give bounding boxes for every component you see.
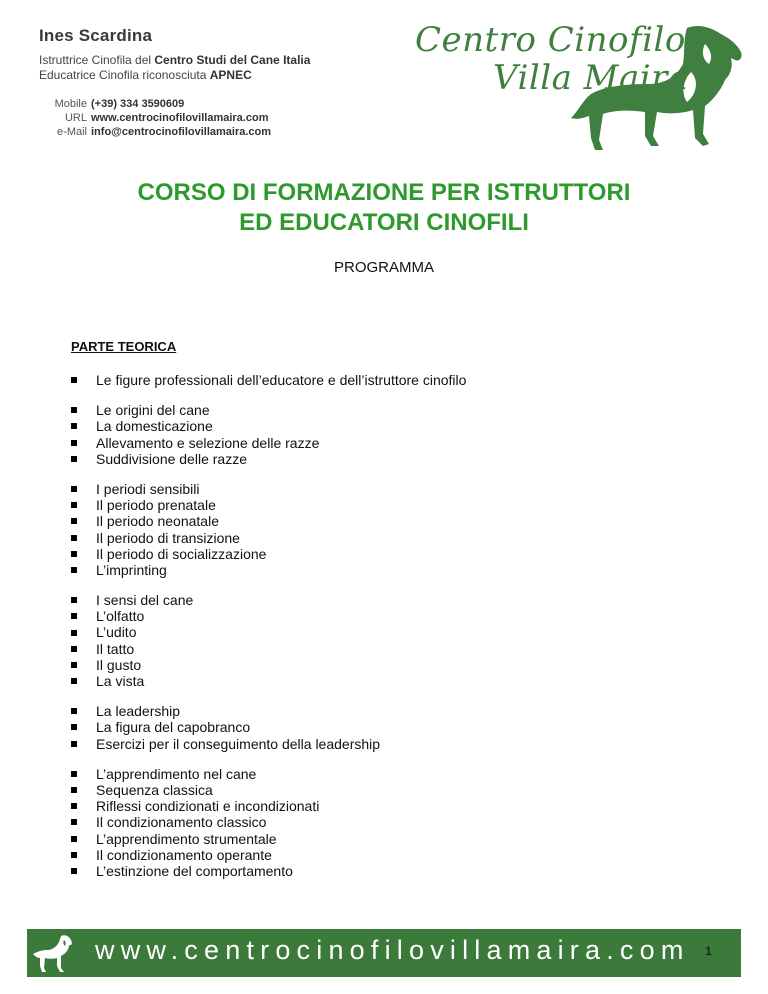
list-item [71,513,671,529]
contact-label: URL [64,112,87,124]
list-item-text: L’estinzione del comportamento [96,862,293,879]
list-item [71,766,671,782]
list-item [71,435,671,451]
contact-mobile [45,97,310,111]
list-item [71,673,671,689]
list-item-text: Sequenza classica [96,781,213,798]
square-bullet-icon [71,377,77,383]
list-item [71,624,671,640]
topic-groups [71,372,671,893]
square-bullet-icon [71,613,77,619]
square-bullet-icon [71,708,77,714]
square-bullet-icon [71,724,77,730]
list-item [71,497,671,513]
list-item-text: L’apprendimento nel cane [96,765,257,782]
document-subtitle: PROGRAMMA [333,259,434,276]
square-bullet-icon [71,787,77,793]
list-item-text: Il periodo prenatale [96,497,216,514]
author-name: Ines Scardina [39,26,153,45]
role-line-2 [39,68,310,83]
role-line-1-org: Centro Studi del Cane Italia [154,53,311,67]
footer-banner [27,929,741,977]
square-bullet-icon [71,803,77,809]
square-bullet-icon [71,502,77,508]
topic-group [71,481,671,578]
list-item-text: Esercizi per il conseguimento della leadership [96,735,381,752]
title-line-1: CORSO DI FORMAZIONE PER ISTRUTTORI [137,179,631,206]
logo [405,14,755,164]
role-line-1 [39,53,310,68]
footer-url[interactable]: www.centrocinofilovillamaira.com [95,935,690,965]
list-item [71,814,671,830]
role-line-2-org: APNEC [209,68,252,82]
list-item-text: Riflessi condizionati e incondizionati [96,798,320,815]
list-item-text: La vista [96,673,145,689]
square-bullet-icon [71,535,77,541]
title-line-2: ED EDUCATORI CINOFILI [239,209,529,236]
square-bullet-icon [71,567,77,573]
list-item [71,736,671,752]
square-bullet-icon [71,662,77,668]
header-author-block [39,26,310,139]
list-item [71,703,671,719]
square-bullet-icon [71,551,77,557]
list-item [71,562,671,578]
list-item-text: Il condizionamento classico [96,814,267,831]
list-item [71,592,671,608]
logo-text-line2: Villa Maira [493,58,689,98]
contact-list [45,97,310,139]
list-item [71,481,671,497]
document-title [0,178,768,238]
square-bullet-icon [71,678,77,684]
role-line-1-prefix: Istruttrice Cinofila del [39,53,155,67]
list-item [71,782,671,798]
topic-group [71,703,671,752]
square-bullet-icon [71,407,77,413]
list-item [71,641,671,657]
list-item [71,402,671,418]
list-item [71,546,671,562]
topic-group [71,402,671,467]
logo-text-line1: Centro Cinofilo [415,20,686,60]
list-item [71,719,671,735]
square-bullet-icon [71,518,77,524]
contact-label: Mobile [54,98,87,110]
square-bullet-icon [71,630,77,636]
list-item [71,608,671,624]
topic-group [71,766,671,879]
square-bullet-icon [71,597,77,603]
list-item [71,847,671,863]
contact-value[interactable]: info@centrocinofilovillamaira.com [91,126,272,138]
section-title: PARTE TEORICA [71,339,177,354]
list-item-text: L’olfatto [96,608,145,625]
square-bullet-icon [71,852,77,858]
list-item [71,530,671,546]
list-item-text: I periodi sensibili [96,480,200,497]
list-item-text: L’apprendimento strumentale [96,830,277,847]
list-item-text: Suddivisione delle razze [96,450,247,467]
list-item-text: L’imprinting [96,561,167,578]
list-item-text: I sensi del cane [96,592,194,609]
square-bullet-icon [71,423,77,429]
square-bullet-icon [71,440,77,446]
square-bullet-icon [71,771,77,777]
square-bullet-icon [71,486,77,492]
list-item-text: Il gusto [96,656,142,673]
list-item [71,657,671,673]
list-item-text: Il periodo di transizione [96,529,240,546]
list-item-text: Il condizionamento operante [96,846,272,863]
list-item [71,831,671,847]
list-item-text: L’udito [96,624,137,641]
square-bullet-icon [71,646,77,652]
square-bullet-icon [71,741,77,747]
role-line-2-prefix: Educatrice Cinofila riconosciuta [39,68,210,82]
list-item-text: Il tatto [96,640,135,657]
list-item-text: Le origini del cane [96,402,210,419]
list-item-text: Il periodo di socializzazione [96,545,267,562]
list-item [71,451,671,467]
page-number: 1 [705,944,712,958]
list-item-text: La figura del capobranco [96,719,251,736]
dog-icon [31,932,75,974]
contact-email [45,125,310,139]
list-item-text: Il periodo neonatale [96,513,219,530]
list-item-text: Allevamento e selezione delle razze [96,434,320,451]
topic-group [71,592,671,689]
contact-label: e-Mail [57,126,87,138]
list-item [71,798,671,814]
list-item-text: La leadership [96,703,181,720]
contact-value[interactable]: www.centrocinofilovillamaira.com [91,112,269,124]
square-bullet-icon [71,456,77,462]
square-bullet-icon [71,819,77,825]
list-item-text: Le figure professionali dell’educatore e dell’istruttore cinofilo [96,372,467,388]
topic-group [71,372,671,388]
contact-value: (+39) 334 3590609 [91,98,185,110]
list-item [71,418,671,434]
author-roles [39,53,310,83]
square-bullet-icon [71,868,77,874]
contact-url [45,111,310,125]
list-item [71,863,671,879]
list-item-text: La domesticazione [96,418,213,435]
square-bullet-icon [71,836,77,842]
list-item [71,372,671,388]
